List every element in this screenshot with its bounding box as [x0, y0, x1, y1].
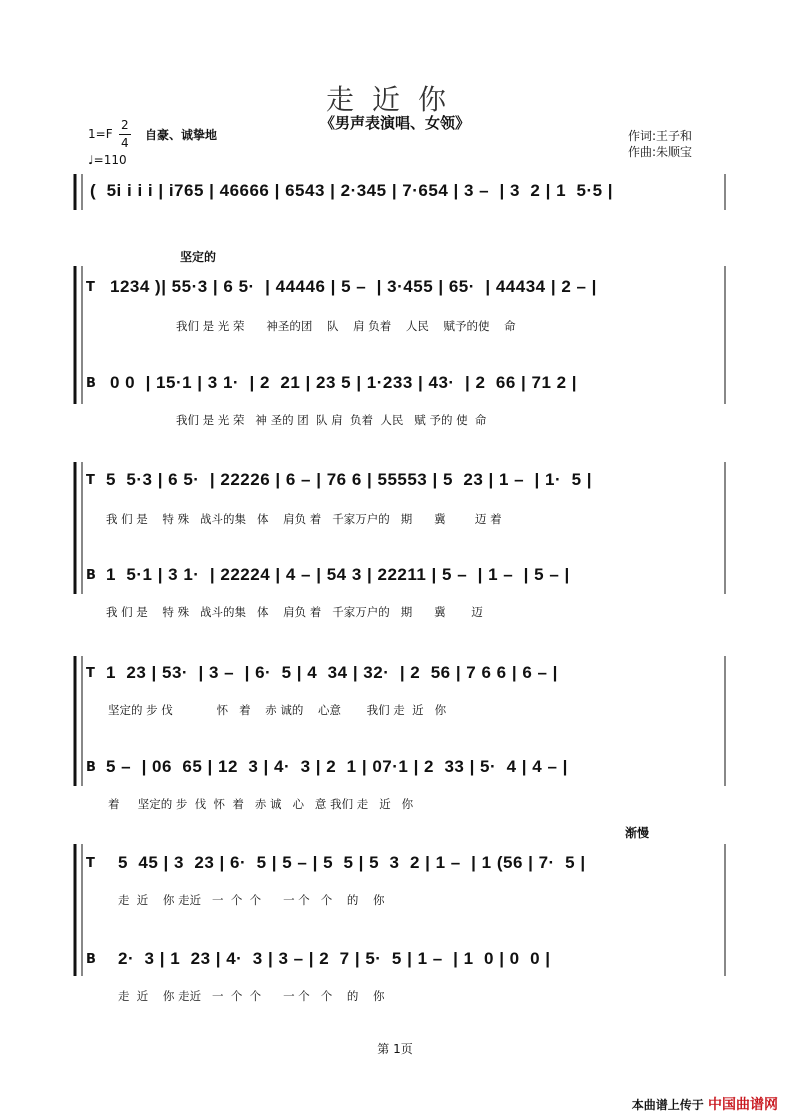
- site-footer[interactable]: [632, 1094, 778, 1114]
- system-4-bass-lyrics: 着 坚定的 步 伐 怀 着 赤 诚 心 意 我们 走 近 你: [108, 797, 414, 811]
- system-2-bass-notes: 0 0 | 15·1 | 3 1· | 2 21 | 23 5 | 1·233 | 43· | 2 66 | 71 2 |: [110, 373, 578, 392]
- system-5-bass-notes: 2· 3 | 1 23 | 4· 3 | 3 – | 2 7 | 5· 5 | 1 – | 1 0 | 0 0 |: [118, 949, 551, 968]
- bass-label: B: [86, 760, 96, 775]
- system-2: [72, 262, 732, 408]
- system-2-bass-lyrics: 我们 是 光 荣 神 圣的 团 队 肩 负着 人民 赋 予的 使 命: [176, 413, 487, 427]
- expression-marking: 自豪、诚挚地: [145, 128, 218, 142]
- time-signature-denominator: 4: [121, 136, 129, 150]
- song-subtitle: 《男声表演唱、女领》: [319, 114, 470, 132]
- tenor-label: T: [86, 280, 95, 295]
- system-3-tenor-lyrics: 我 们 是 特 殊 战斗的集 体 肩负 着 千家万户的 期 冀 迈 着: [106, 512, 502, 526]
- system-4-bass-notes: 5 – | 06 65 | 12 3 | 4· 3 | 2 1 | 07·1 | 2 33 | 5· 4 | 4 – |: [106, 757, 568, 776]
- system-3: [72, 458, 732, 598]
- system-3-tenor-notes: 5 5·3 | 6 5· | 22226 | 6 – | 76 6 | 55553 | 5 23 | 1 – | 1· 5 |: [106, 470, 593, 489]
- tenor-label: T: [86, 856, 95, 871]
- page-number: 第 1页: [377, 1042, 413, 1056]
- system-5-bass-lyrics: 走 近 你 走近 一 个 个 一 个 个 的 你: [118, 989, 385, 1003]
- time-signature-divider: [119, 134, 131, 135]
- time-signature-numerator: 2: [121, 118, 129, 132]
- system-2-tenor-notes: 1234 )| 55·3 | 6 5· | 44446 | 5 – | 3·455 | 65· | 44434 | 2 – |: [110, 277, 597, 296]
- system-3-bass-lyrics: 我 们 是 特 殊 战斗的集 体 肩负 着 千家万户的 期 冀 迈: [106, 605, 483, 619]
- system-5-tenor-lyrics: 走 近 你 走近 一 个 个 一 个 个 的 你: [118, 893, 385, 907]
- lyricist-credit: 作词:王子和: [628, 129, 693, 143]
- footer-text: 本曲谱上传于: [631, 1098, 704, 1112]
- tempo-marking: ♩=110: [88, 153, 127, 167]
- system-5: [72, 840, 732, 980]
- site-logo[interactable]: 中国曲谱网: [708, 1097, 778, 1113]
- system-1: [72, 170, 732, 214]
- system-4-tenor-notes: 1 23 | 53· | 3 – | 6· 5 | 4 34 | 32· | 2 56 | 7 6 6 | 6 – |: [106, 663, 558, 682]
- system-1-notes: ( 5i i i i | i765 | 46666 | 6543 | 2·345 | 7·654 | 3 – | 3 2 | 1 5·5 |: [90, 181, 614, 200]
- composer-credit: 作曲:朱顺宝: [628, 145, 693, 159]
- song-title: 走近你: [325, 83, 464, 116]
- key-signature: 1=F: [88, 127, 113, 141]
- system-5-expression: 渐慢: [625, 826, 650, 840]
- system-5-tenor-notes: 5 45 | 3 23 | 6· 5 | 5 – | 5 5 | 5 3 2 | 1 – | 1 (56 | 7· 5 |: [118, 853, 586, 872]
- system-2-tenor-lyrics: 我们 是 光 荣 神圣的团 队 肩 负着 人民 赋予的使 命: [176, 319, 516, 333]
- bass-label: B: [86, 568, 96, 583]
- bass-label: B: [86, 376, 96, 391]
- system-4-tenor-lyrics: 坚定的 步 伐 怀 着 赤 诚的 心意 我们 走 近 你: [108, 703, 447, 717]
- system-4: [72, 652, 732, 790]
- bass-label: B: [86, 952, 96, 967]
- system-3-bass-notes: 1 5·1 | 3 1· | 22224 | 4 – | 54 3 | 22211 | 5 – | 1 – | 5 – |: [106, 565, 570, 584]
- tenor-label: T: [86, 473, 95, 488]
- system-2-expression: 坚定的: [180, 250, 217, 264]
- tenor-label: T: [86, 666, 95, 681]
